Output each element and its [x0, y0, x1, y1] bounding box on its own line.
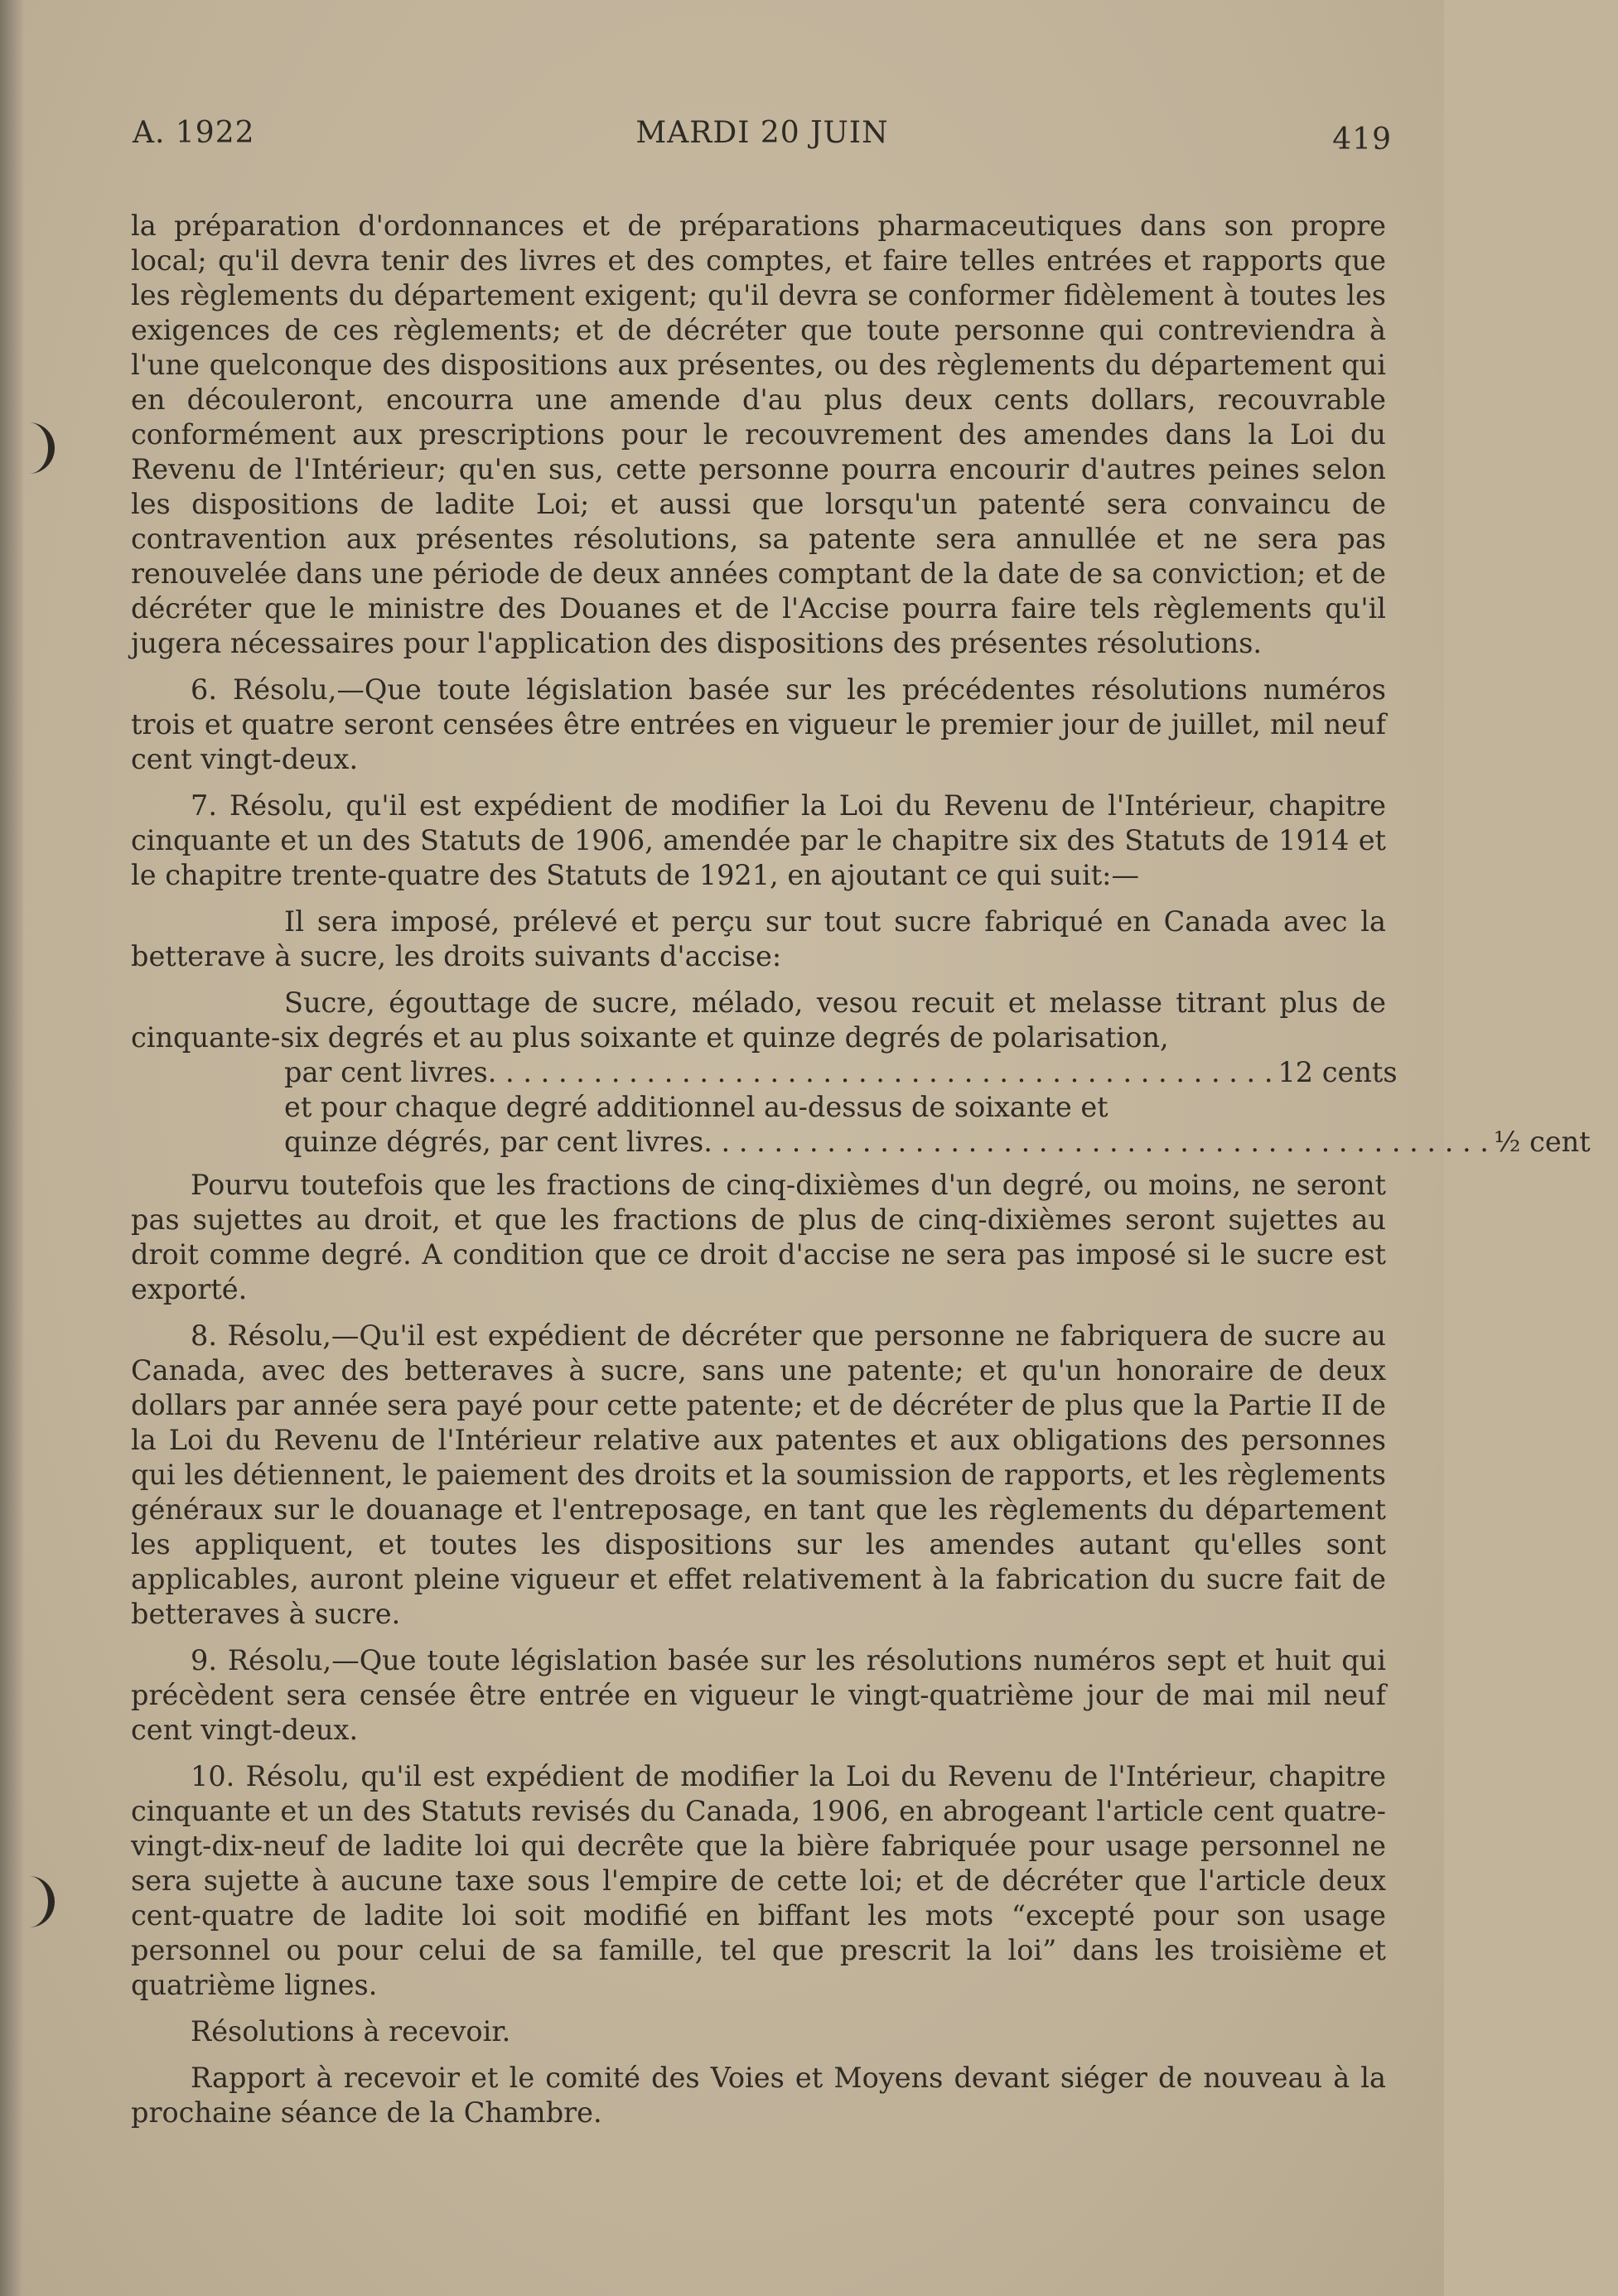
quoted-clause-duties: Il sera imposé, prélevé et perçu sur tout sucre fabriqué en Canada avec la betterave à sucre, les droits suivants d'accise: [131, 905, 1386, 972]
header-session: A. 1922 [133, 116, 255, 150]
report-note: Rapport à recevoir et le comité des Voies et Moyens devant siéger de nouveau à la prochaine séance de la Chambre. [131, 2062, 1386, 2129]
proviso-clause: Pourvu toutefois que les fractions de cinq-dixièmes d'un degré, ou moins, ne seront pas sujettes au droit, et que les fractions de plus de cinq-dixièmes seront sujettes au droit comme degré. A condition que ce droit d'accise ne sera pas imposé si le sucre est exporté. [131, 1169, 1386, 1305]
resolution-10: 10. Résolu, qu'il est expédient de modifier la Loi du Revenu de l'Intérieur, chapitre cinquante et un des Statuts revisés du Canada, 1906, en abrogeant l'article cent quatre-vingt-dix-neuf de ladite loi qui decrête que la bière fabriquée pour usage personnel ne sera sujette à aucune taxe sous l'empire de cette loi; et de décréter que l'article deux cent-quatre de ladite loi soit modifié en biffant les mots “excepté pour son usage personnel ou pour celui de sa famille, tel que prescrit la loi” dans les troisième et quatrième lignes. [131, 1760, 1386, 2001]
rate-2-value: ½ cent [1493, 1126, 1591, 1158]
document-body [131, 209, 1591, 2142]
rate-line-1 [131, 1055, 1398, 1090]
page-number: 419 [1332, 123, 1392, 157]
rate-line-2a [131, 1090, 1386, 1125]
rate-2-line1: et pour chaque degré additionnel au-dessus de soixante et [284, 1091, 1108, 1123]
quoted-clause-sugar: Sucre, égouttage de sucre, mélado, vesou recuit et melasse titrant plus de cinquante-six degrés et au plus soixante et quinze degrés de polarisation, [131, 986, 1386, 1054]
resolution-9: 9. Résolu,—Que toute législation basée sur les résolutions numéros sept et huit qui précèdent sera censée être entrée en vigueur le vingt-quatrième jour de mai mil neuf cent vingt-deux. [131, 1644, 1386, 1746]
rate-2-label: quinze dégrés, par cent livres [284, 1126, 704, 1158]
resolution-8: 8. Résolu,—Qu'il est expédient de décréter que personne ne fabriquera de sucre au Canada, avec des betteraves à sucre, sans une patente; et qu'un honoraire de deux dollars par année sera payé pour cette patente; et de décréter de plus que la Partie II de la Loi du Revenu de l'Intérieur relative aux patentes et aux obligations des personnes qui les détiennent, le paiement des droits et la soumission de rapports, et les règlements généraux sur le douanage et l'entreposage, en tant que les règlements du département les appliquent, et toutes les dispositions sur les amendes autant qu'elles sont applicables, auront pleine vigueur et effet relativement à la fabrication du sucre fait de betteraves à sucre. [131, 1319, 1386, 1630]
leader-dots: . . . . . . . . . . . . . . . . . . . . . . . . . . . . . . . . . . . . . . . . . . . . . [703, 1126, 1489, 1158]
rate-1-value: 12 cents [1277, 1056, 1398, 1088]
resolution-6: 6. Résolu,—Que toute législation basée sur les précédentes résolutions numéros trois et quatre seront censées être entrées en vigueur le premier jour de juillet, mil neuf cent vingt-deux. [131, 673, 1386, 775]
binding-edge [0, 0, 23, 2296]
running-head [133, 116, 1392, 166]
rate-1-label: par cent livres [284, 1056, 488, 1088]
header-date: MARDI 20 JUIN [635, 116, 889, 150]
resolution-7: 7. Résolu, qu'il est expédient de modifier la Loi du Revenu de l'Intérieur, chapitre cinquante et un des Statuts de 1906, amendée par le chapitre six des Statuts de 1914 et le chapitre trente-quatre des Statuts de 1921, en ajoutant ce qui suit:— [131, 789, 1386, 891]
resolutions-to-receive: Résolutions à recevoir. [191, 2015, 511, 2048]
binding-hole-bottom [20, 1876, 55, 1927]
binding-hole-top [20, 422, 55, 474]
leader-dots: . . . . . . . . . . . . . . . . . . . . . . . . . . . . . . . . . . . . . . . . . . . . . [487, 1056, 1273, 1088]
paragraph-continuation: la préparation d'ordonnances et de préparations pharmaceutiques dans son propre local; qu'il devra tenir des livres et des comptes, et faire telles entrées et rapports que les règlements du département exigent; qu'il devra se conformer fidèlement à toutes les exigences de ces règlements; et de décréter que toute personne qui contreviendra à l'une quelconque des dispositions aux présentes, ou des règlements du département qui en découleront, encourra une amende d'au plus deux cents dollars, recouvrable conformément aux prescriptions pour le recouvrement des amendes dans la Loi du Revenu de l'Intérieur; qu'en sus, cette personne pourra encourir d'autres peines selon les dispositions de ladite Loi; et aussi que lorsqu'un patenté sera convaincu de contravention aux présentes résolutions, sa patente sera annullée et ne sera pas renouvelée dans une période de deux années comptant de la date de sa conviction; et de décréter que le ministre des Douanes et de l'Accise pourra faire tels règlements qu'il jugera nécessaires pour l'application des dispositions des présentes résolutions. [131, 210, 1386, 659]
rate-line-2b [131, 1125, 1591, 1160]
